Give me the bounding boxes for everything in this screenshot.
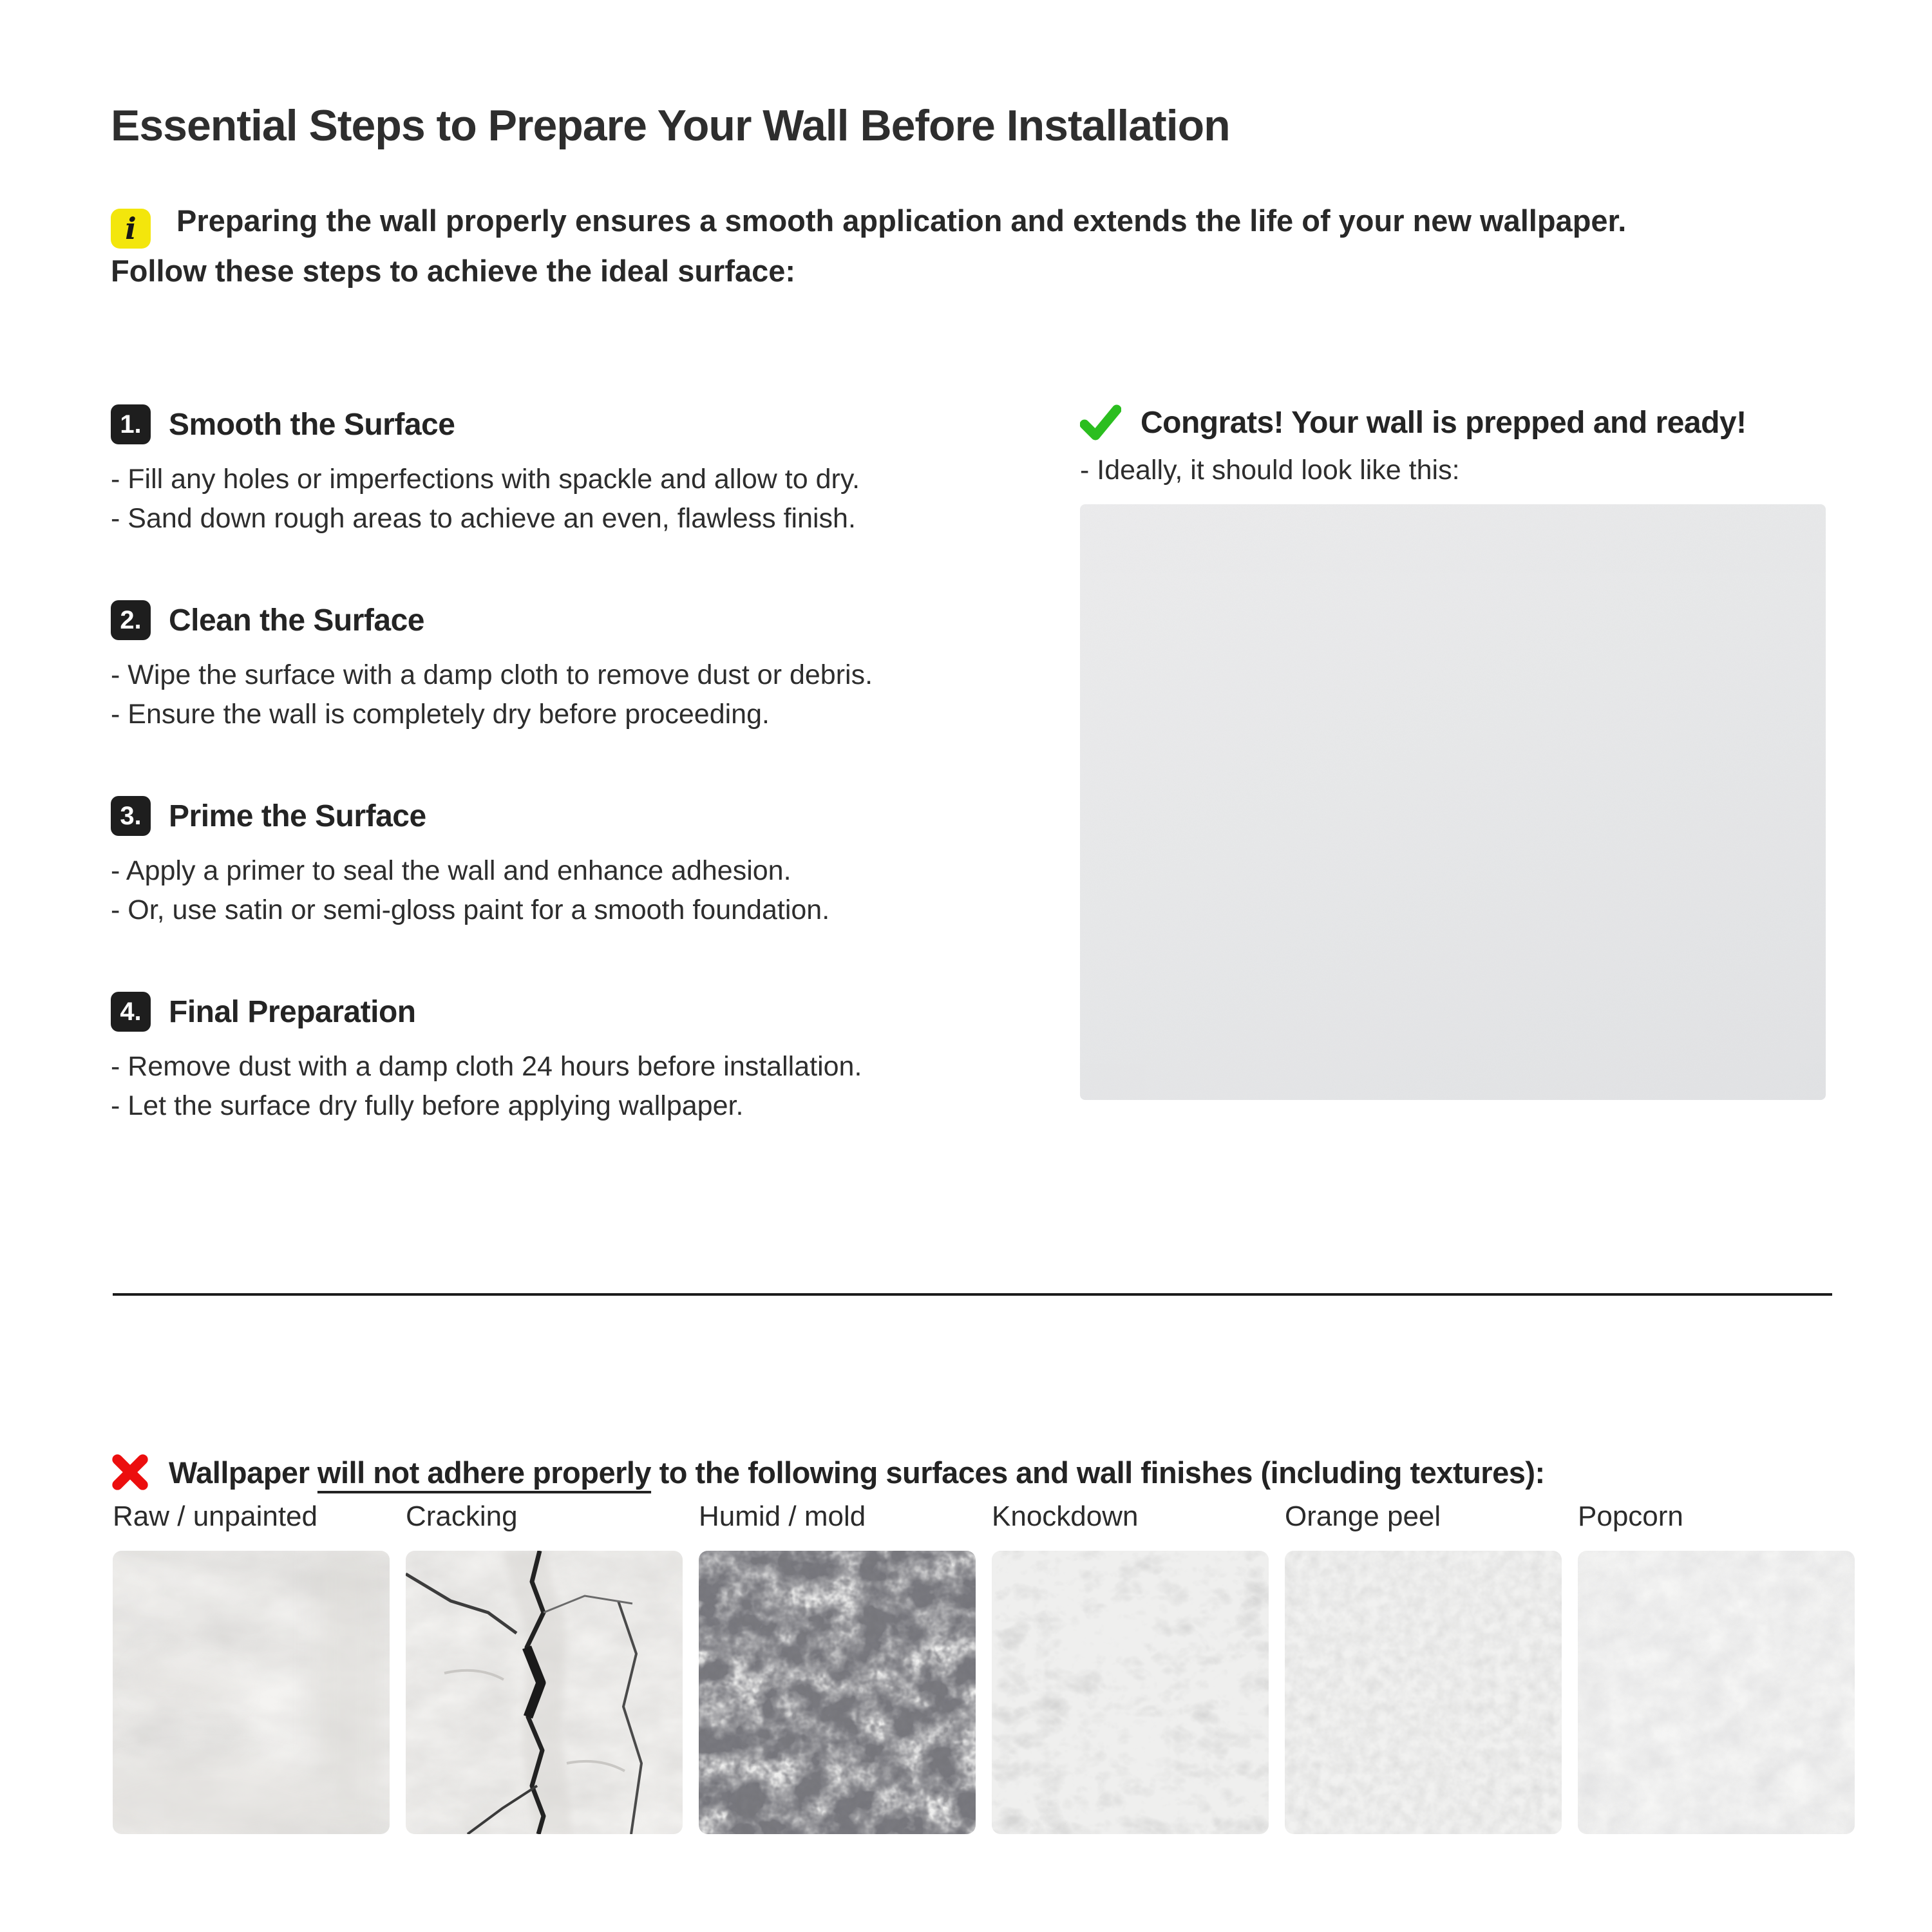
step-3-bullets bbox=[111, 851, 1032, 930]
warning-prefix: Wallpaper bbox=[169, 1455, 317, 1490]
bad-surfaces-row bbox=[113, 1501, 1855, 1834]
bullet: - Ensure the wall is completely dry before proceeding. bbox=[111, 699, 770, 730]
bullet: - Sand down rough areas to achieve an even, flawless finish. bbox=[111, 503, 856, 534]
texture-image-cracking bbox=[406, 1551, 683, 1834]
bullet: - Apply a primer to seal the wall and enhance adhesion. bbox=[111, 855, 791, 886]
ideal-wall-image bbox=[1080, 504, 1826, 1100]
bullet: - Let the surface dry fully before applying wallpaper. bbox=[111, 1090, 744, 1121]
texture-image-popcorn bbox=[1578, 1551, 1855, 1834]
step-3-prime bbox=[111, 796, 1032, 930]
texture-label: Knockdown bbox=[992, 1501, 1139, 1532]
step-2-bullets bbox=[111, 656, 1032, 734]
step-3-heading bbox=[111, 796, 1032, 836]
step-2-number-badge: 2. bbox=[111, 600, 151, 640]
info-icon bbox=[111, 209, 151, 249]
step-3-title: Prime the Surface bbox=[169, 799, 426, 833]
checkmark-icon bbox=[1080, 404, 1121, 440]
step-4-number-badge: 4. bbox=[111, 992, 151, 1032]
step-1-smooth bbox=[111, 404, 1032, 538]
step-4-bullets bbox=[111, 1047, 1032, 1126]
texture-image-orange-peel bbox=[1285, 1551, 1562, 1834]
info-icon-glyph: i bbox=[125, 211, 137, 246]
step-4-title: Final Preparation bbox=[169, 994, 416, 1029]
texture-image-humid-mold bbox=[699, 1551, 976, 1834]
page-title: Essential Steps to Prepare Your Wall Before Installation bbox=[111, 101, 1230, 150]
warning-suffix: to the following surfaces and wall finishes (including textures): bbox=[651, 1455, 1545, 1490]
step-4-heading bbox=[111, 992, 1032, 1032]
success-subtitle: - Ideally, it should look like this: bbox=[1080, 455, 1460, 486]
step-2-heading bbox=[111, 600, 1032, 640]
steps-list bbox=[111, 404, 1032, 1188]
step-1-heading bbox=[111, 404, 1032, 444]
texture-humid-mold bbox=[699, 1501, 976, 1834]
success-heading bbox=[1080, 404, 1827, 440]
step-1-title: Smooth the Surface bbox=[169, 407, 455, 442]
texture-knockdown bbox=[992, 1501, 1269, 1834]
bullet: - Remove dust with a damp cloth 24 hours before installation. bbox=[111, 1051, 862, 1082]
texture-label: Orange peel bbox=[1285, 1501, 1441, 1532]
step-4-final bbox=[111, 992, 1032, 1126]
texture-popcorn bbox=[1578, 1501, 1855, 1834]
intro-line2: Follow these steps to achieve the ideal surface: bbox=[111, 254, 796, 288]
texture-image-raw-unpainted bbox=[113, 1551, 390, 1834]
bullet: - Or, use satin or semi-gloss paint for a smooth foundation. bbox=[111, 895, 830, 925]
intro-line1: Preparing the wall properly ensures a smooth application and extends the life of your new wallpaper. bbox=[176, 204, 1627, 238]
ideal-wall-texture bbox=[1080, 504, 1826, 1100]
texture-label: Raw / unpainted bbox=[113, 1501, 317, 1532]
texture-label: Cracking bbox=[406, 1501, 518, 1532]
step-3-number-badge: 3. bbox=[111, 796, 151, 836]
bullet: - Wipe the surface with a damp cloth to remove dust or debris. bbox=[111, 659, 873, 690]
x-mark-icon bbox=[111, 1453, 149, 1492]
step-1-number-badge: 1. bbox=[111, 404, 151, 444]
step-2-clean bbox=[111, 600, 1032, 734]
step-1-bullets bbox=[111, 460, 1032, 538]
bullet: - Fill any holes or imperfections with spackle and allow to dry. bbox=[111, 464, 860, 495]
texture-label: Popcorn bbox=[1578, 1501, 1683, 1532]
warning-text bbox=[169, 1455, 1545, 1490]
texture-cracking bbox=[406, 1501, 683, 1834]
success-panel bbox=[1080, 404, 1827, 1100]
step-2-title: Clean the Surface bbox=[169, 603, 424, 638]
warning-section bbox=[111, 1453, 1888, 1492]
texture-label: Humid / mold bbox=[699, 1501, 866, 1532]
texture-raw-unpainted bbox=[113, 1501, 390, 1834]
warning-underlined: will not adhere properly bbox=[317, 1455, 652, 1490]
texture-image-knockdown bbox=[992, 1551, 1269, 1834]
warning-heading bbox=[111, 1453, 1888, 1492]
intro-paragraph bbox=[111, 198, 1908, 294]
success-title: Congrats! Your wall is prepped and ready! bbox=[1141, 405, 1747, 440]
texture-orange-peel bbox=[1285, 1501, 1562, 1834]
section-divider bbox=[113, 1293, 1832, 1296]
